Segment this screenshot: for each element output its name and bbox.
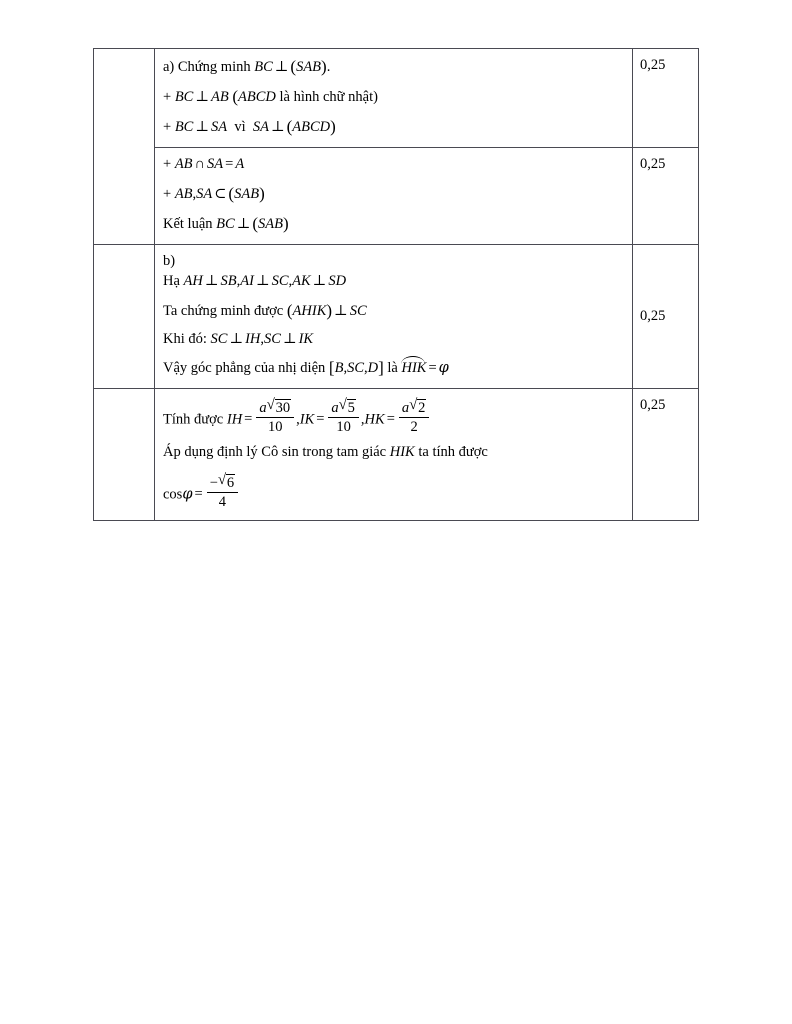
paren-open: ( bbox=[228, 183, 235, 203]
paren-open: ( bbox=[286, 117, 293, 136]
fraction-numerator bbox=[399, 398, 430, 418]
radical-icon: √ bbox=[217, 471, 227, 488]
fraction-denominator: 4 bbox=[218, 494, 227, 511]
vi-text: vì bbox=[234, 119, 246, 135]
bracket-close: ] bbox=[378, 358, 384, 377]
intersection-symbol: ∩ bbox=[194, 156, 206, 172]
math-sa: SA bbox=[196, 185, 213, 202]
la-text: là bbox=[387, 360, 398, 376]
tinh-duoc-text: Tính được bbox=[163, 411, 224, 428]
equals-symbol: = bbox=[386, 411, 395, 428]
score-value: 0,25 bbox=[640, 397, 666, 413]
fraction-denominator: 10 bbox=[336, 419, 351, 436]
solution-cell-a-part2 bbox=[155, 148, 633, 245]
radicand: 6 bbox=[226, 474, 235, 491]
math-sc: SC bbox=[210, 330, 228, 347]
solution-line bbox=[163, 215, 624, 232]
math-abcd: ABCD bbox=[238, 89, 276, 105]
coefficient-a: a bbox=[331, 400, 339, 416]
math-sc: SC bbox=[347, 360, 364, 376]
vay-goc-phang-text: Vậy góc phẳng của nhị diện bbox=[163, 360, 326, 376]
math-ahik: AHIK bbox=[292, 302, 327, 319]
solution-line bbox=[163, 185, 624, 202]
perp-symbol: ⊥ bbox=[195, 119, 209, 135]
solution-line bbox=[163, 445, 624, 460]
math-hik: HIK bbox=[401, 360, 427, 376]
math-sc: SC bbox=[349, 302, 367, 319]
math-sd: SD bbox=[328, 273, 347, 289]
perp-symbol: ⊥ bbox=[282, 330, 297, 347]
math-hik: HIK bbox=[389, 444, 415, 461]
math-d: D bbox=[367, 360, 379, 376]
math-bc: BC bbox=[216, 215, 235, 232]
fraction-denominator: 2 bbox=[410, 419, 418, 436]
ket-luan-text: Kết luận bbox=[163, 215, 213, 232]
perp-symbol: ⊥ bbox=[195, 89, 209, 105]
score-value: 0,25 bbox=[640, 156, 666, 172]
score-cell bbox=[633, 49, 699, 148]
paren-open: ( bbox=[232, 87, 238, 106]
plus-sign: + bbox=[163, 185, 172, 202]
math-sc: SC bbox=[271, 273, 289, 289]
table-row bbox=[94, 244, 699, 389]
math-ik: IK bbox=[298, 330, 314, 347]
sqrt-30 bbox=[267, 398, 292, 416]
solution-line bbox=[163, 398, 624, 435]
rectangle-note-text: là hình chữ nhật) bbox=[275, 89, 378, 105]
paren-close: ) bbox=[330, 117, 336, 136]
perp-symbol: ⊥ bbox=[270, 119, 285, 135]
sqrt-6 bbox=[218, 473, 235, 491]
solution-cell-a-part1 bbox=[155, 49, 633, 148]
khi-do-text: Khi đó: bbox=[163, 330, 207, 347]
math-ab: AB bbox=[174, 185, 193, 202]
perp-symbol: ⊥ bbox=[229, 330, 244, 347]
math-phi: φ bbox=[438, 360, 449, 376]
table-row bbox=[94, 148, 699, 245]
score-cell bbox=[633, 148, 699, 245]
math-ai: AI bbox=[240, 273, 254, 289]
math-sab: SAB bbox=[296, 59, 322, 75]
radicand: 5 bbox=[347, 400, 355, 416]
comma: , bbox=[343, 360, 348, 376]
comma: , bbox=[363, 360, 368, 376]
plus-sign: + bbox=[163, 156, 172, 172]
solution-cell-b bbox=[155, 244, 633, 389]
math-ah: AH bbox=[183, 273, 203, 289]
equals-symbol: = bbox=[428, 360, 437, 376]
comma: , bbox=[236, 273, 241, 289]
answer-key-table bbox=[93, 48, 699, 521]
solution-line bbox=[163, 473, 624, 510]
perp-symbol: ⊥ bbox=[236, 215, 251, 232]
paren-close: ) bbox=[326, 300, 333, 320]
ta-chung-minh-text: Ta chứng minh được bbox=[163, 302, 284, 319]
angle-hik bbox=[401, 360, 426, 376]
math-ih: IH bbox=[245, 330, 261, 347]
solution-line bbox=[163, 332, 624, 347]
fraction-cos bbox=[207, 473, 238, 510]
period: . bbox=[326, 59, 331, 75]
radicand: 2 bbox=[418, 400, 426, 416]
comma: , bbox=[288, 273, 293, 289]
subset-symbol: ⊂ bbox=[214, 185, 227, 202]
bracket-open: [ bbox=[328, 358, 335, 377]
perp-symbol: ⊥ bbox=[204, 273, 219, 289]
score-value: 0,25 bbox=[640, 307, 666, 324]
math-bc: BC bbox=[254, 59, 273, 75]
question-label-cell bbox=[94, 389, 155, 521]
comma: , bbox=[360, 411, 365, 428]
score-cell bbox=[633, 244, 699, 389]
solution-line bbox=[163, 118, 624, 135]
math-bc: BC bbox=[174, 119, 194, 135]
comma: , bbox=[260, 330, 265, 347]
ta-tinh-duoc-text: ta tính được bbox=[418, 444, 488, 461]
coefficient-a: a bbox=[259, 400, 267, 416]
a-heading-text: a) Chứng minh bbox=[163, 59, 251, 75]
paren-open: ( bbox=[286, 300, 293, 320]
solution-line bbox=[163, 359, 624, 376]
paren-close: ) bbox=[321, 57, 327, 76]
equals-symbol: = bbox=[225, 156, 234, 172]
math-abcd: ABCD bbox=[292, 119, 331, 135]
equals-symbol: = bbox=[194, 486, 203, 503]
coefficient-a: a bbox=[401, 400, 410, 416]
question-label-cell bbox=[94, 244, 155, 389]
plus-sign: + bbox=[163, 119, 172, 135]
math-sa: SA bbox=[207, 156, 224, 172]
ha-text: Hạ bbox=[163, 273, 180, 289]
math-sb: SB bbox=[220, 273, 237, 289]
table-row bbox=[94, 49, 699, 148]
solution-line bbox=[163, 157, 624, 172]
comma: , bbox=[296, 411, 300, 428]
fraction-numerator bbox=[207, 473, 238, 493]
math-hk: HK bbox=[364, 411, 385, 428]
sqrt-2 bbox=[409, 398, 426, 416]
paren-open: ( bbox=[252, 213, 258, 233]
fraction-numerator bbox=[256, 398, 294, 418]
math-ak: AK bbox=[292, 273, 311, 289]
math-ih: IH bbox=[226, 411, 243, 428]
perp-symbol: ⊥ bbox=[274, 59, 289, 75]
minus-sign: − bbox=[209, 474, 218, 491]
cos-text: cos bbox=[163, 486, 183, 503]
solution-cell-b-calc bbox=[155, 389, 633, 521]
radicand: 30 bbox=[275, 400, 291, 416]
comma: , bbox=[192, 185, 197, 202]
angle-arc-icon bbox=[401, 356, 425, 364]
solution-line bbox=[163, 274, 624, 289]
math-sa: SA bbox=[210, 119, 228, 135]
math-sc: SC bbox=[264, 330, 281, 347]
fraction-numerator bbox=[328, 398, 359, 418]
math-sab: SAB bbox=[258, 215, 283, 232]
fraction-ih bbox=[256, 398, 294, 435]
equals-symbol: = bbox=[244, 411, 253, 428]
question-label-cell bbox=[94, 49, 155, 245]
math-b: B bbox=[334, 360, 344, 376]
b-heading-text: b) bbox=[163, 252, 176, 269]
math-bc: BC bbox=[174, 89, 194, 105]
perp-symbol: ⊥ bbox=[255, 273, 270, 289]
math-ab: AB bbox=[210, 89, 229, 105]
table-row bbox=[94, 389, 699, 521]
fraction-hk bbox=[399, 398, 430, 435]
math-sab: SAB bbox=[234, 185, 260, 202]
score-value: 0,25 bbox=[640, 57, 666, 73]
math-sa: SA bbox=[252, 119, 269, 135]
paren-open: ( bbox=[290, 57, 297, 76]
solution-line bbox=[163, 254, 624, 269]
math-a: A bbox=[235, 156, 245, 172]
solution-line bbox=[163, 58, 624, 75]
equals-symbol: = bbox=[316, 411, 325, 428]
paren-close: ) bbox=[282, 213, 289, 233]
plus-sign: + bbox=[163, 89, 172, 105]
fraction-denominator: 10 bbox=[267, 419, 283, 436]
solution-line bbox=[163, 302, 624, 319]
math-ik: IK bbox=[299, 411, 315, 428]
math-ab: AB bbox=[174, 156, 193, 172]
solution-line bbox=[163, 88, 624, 105]
paren-close: ) bbox=[259, 183, 265, 203]
sqrt-5 bbox=[339, 398, 356, 416]
score-cell bbox=[633, 389, 699, 521]
perp-symbol: ⊥ bbox=[334, 302, 348, 319]
radical-icon: √ bbox=[338, 397, 347, 413]
ap-dung-text: Áp dụng định lý Cô sin trong tam giác bbox=[163, 444, 387, 461]
radical-icon: √ bbox=[409, 397, 418, 413]
math-phi: φ bbox=[182, 486, 193, 503]
fraction-ik bbox=[328, 398, 359, 435]
radical-icon: √ bbox=[266, 397, 275, 413]
perp-symbol: ⊥ bbox=[312, 273, 327, 289]
